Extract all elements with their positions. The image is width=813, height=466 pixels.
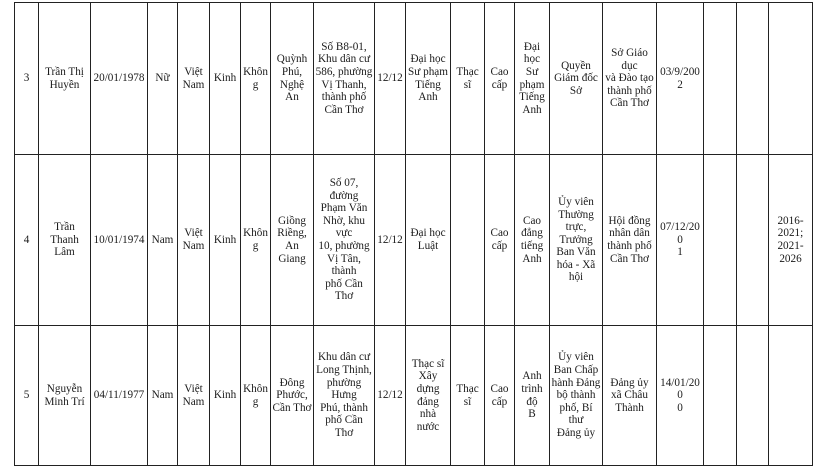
cell-religion: Không: [241, 326, 271, 466]
cell-political-theory: Cao cấp: [485, 326, 515, 466]
cell-workplace: Sở Giáo dục và Đào tạo thành phố Cần Thơ: [603, 3, 657, 155]
cell-general-education: 12/12: [375, 155, 406, 326]
cell-residence: Số B8-01, Khu dân cư 586, phường Vị Thanh, thành phố Cần Thơ: [314, 3, 375, 155]
cell-political-theory: Cao cấp: [485, 155, 515, 326]
cell-religion: Không: [241, 155, 271, 326]
cell-religion: Không: [241, 3, 271, 155]
cell-foreign-language: Đại học Sư phạm Tiếng Anh: [515, 3, 550, 155]
cell-degree: [451, 155, 485, 326]
table-row: [15, 3, 813, 155]
cell-extra-2: [737, 326, 769, 466]
cell-term: [769, 326, 813, 466]
cell-gender: Nam: [148, 155, 178, 326]
cell-party-date: 14/01/200 0: [657, 326, 704, 466]
cell-degree: Thạc sĩ: [451, 326, 485, 466]
cell-hometown: Quỳnh Phú, Nghệ An: [271, 3, 314, 155]
cell-residence: Khu dân cư Long Thịnh, phường Hưng Phú, thành phố Cần Thơ: [314, 326, 375, 466]
cell-extra-2: [737, 3, 769, 155]
cell-position: Ủy viên Ban Chấp hành Đảng bộ thành phố, Bí thư Đảng ủy: [550, 326, 603, 466]
cell-nationality: Việt Nam: [178, 3, 210, 155]
cell-term: 2016- 2021; 2021- 2026: [769, 155, 813, 326]
cell-extra-1: [704, 326, 737, 466]
cell-extra-1: [704, 3, 737, 155]
cell-dob: 20/01/1978: [91, 3, 148, 155]
candidate-table: [14, 2, 813, 466]
cell-party-date: 07/12/200 1: [657, 155, 704, 326]
cell-ethnicity: Kinh: [210, 3, 241, 155]
cell-ethnicity: Kinh: [210, 326, 241, 466]
cell-stt: 3: [15, 3, 39, 155]
cell-position: Ủy viên Thường trực, Trưởng Ban Văn hóa - Xã hội: [550, 155, 603, 326]
cell-hometown: Giồng Riềng, An Giang: [271, 155, 314, 326]
cell-hometown: Đông Phước, Cần Thơ: [271, 326, 314, 466]
cell-specialized-education: Thạc sĩ Xây dựng đảng nhà nước: [406, 326, 451, 466]
cell-name: Nguyễn Minh Trí: [39, 326, 91, 466]
cell-general-education: 12/12: [375, 3, 406, 155]
cell-foreign-language: Cao đẳng tiếng Anh: [515, 155, 550, 326]
cell-ethnicity: Kinh: [210, 155, 241, 326]
cell-position: Quyền Giám đốc Sở: [550, 3, 603, 155]
cell-gender: Nam: [148, 326, 178, 466]
cell-dob: 04/11/1977: [91, 326, 148, 466]
cell-stt: 4: [15, 155, 39, 326]
cell-political-theory: Cao cấp: [485, 3, 515, 155]
cell-residence: Số 07, đường Phạm Văn Nhờ, khu vực 10, phường Vị Tân, thành phố Cần Thơ: [314, 155, 375, 326]
cell-name: Trần Thanh Lâm: [39, 155, 91, 326]
cell-extra-2: [737, 155, 769, 326]
cell-nationality: Việt Nam: [178, 155, 210, 326]
cell-nationality: Việt Nam: [178, 326, 210, 466]
cell-term: [769, 3, 813, 155]
cell-stt: 5: [15, 326, 39, 466]
cell-gender: Nữ: [148, 3, 178, 155]
cell-workplace: Đảng ủy xã Châu Thành: [603, 326, 657, 466]
cell-extra-1: [704, 155, 737, 326]
cell-party-date: 03/9/2002: [657, 3, 704, 155]
table-row: [15, 155, 813, 326]
cell-name: Trần Thị Huyền: [39, 3, 91, 155]
cell-specialized-education: Đại học Sư phạm Tiếng Anh: [406, 3, 451, 155]
cell-degree: Thạc sĩ: [451, 3, 485, 155]
table-row: [15, 326, 813, 466]
cell-foreign-language: Anh trình độ B: [515, 326, 550, 466]
cell-specialized-education: Đại học Luật: [406, 155, 451, 326]
cell-dob: 10/01/1974: [91, 155, 148, 326]
cell-workplace: Hội đồng nhân dân thành phố Cần Thơ: [603, 155, 657, 326]
cell-general-education: 12/12: [375, 326, 406, 466]
